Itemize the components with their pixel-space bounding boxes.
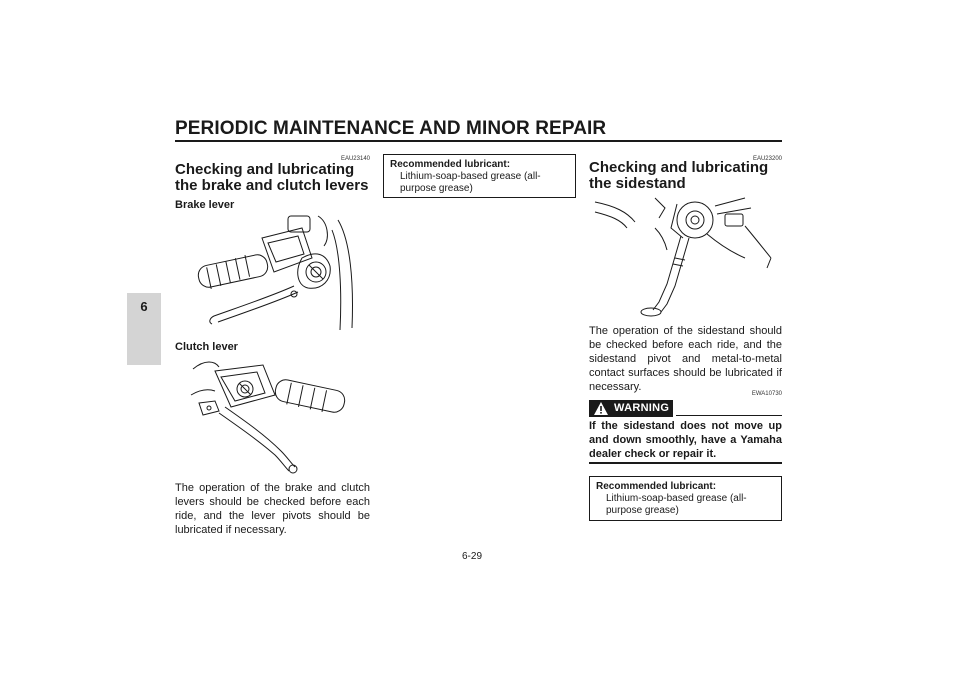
warning-badge <box>589 400 673 417</box>
sidestand-heading: Checking and lubricating the sidestand <box>589 159 769 192</box>
warning-label: WARNING <box>614 402 670 414</box>
levers-paragraph: The operation of the brake and clutch levers should be checked before each ride, and the lever pivots should be lubricated if necessary. <box>175 482 370 536</box>
chapter-tab <box>127 293 161 365</box>
lubricant-text: Lithium-soap-based grease (all-purpose grease) <box>400 171 541 194</box>
clutch-lever-illustration <box>185 355 365 475</box>
sidestand-lubricant-box <box>589 476 782 521</box>
page-number: 6-29 <box>462 551 483 562</box>
chapter-tab-number: 6 <box>140 299 148 314</box>
page-header-title: PERIODIC MAINTENANCE AND MINOR REPAIR <box>175 118 607 139</box>
warning-text: If the sidestand does not move up and down smoothly, have a Yamaha dealer check or repair it. <box>589 420 782 460</box>
sidestand-paragraph: The operation of the sidestand should be checked before each ride, and the sidestand pivot and metal-to-metal contact surfaces should be lubricated if necessary. <box>589 325 782 393</box>
brake-lever-label: Brake lever <box>175 199 235 211</box>
clutch-lever-label: Clutch lever <box>175 341 238 353</box>
sidestand-illustration <box>595 198 775 318</box>
sidestand-lubricant-title: Recommended lubricant: <box>596 481 717 492</box>
header-rule <box>175 140 782 142</box>
brake-lever-illustration <box>190 210 370 335</box>
lubricant-title: Recommended lubricant: <box>390 159 511 170</box>
sidestand-lubricant-text: Lithium-soap-based grease (all-purpose grease) <box>606 493 747 516</box>
sidestand-section-code: EAU23200 <box>752 156 782 162</box>
section-heading: Checking and lubricating the brake and clutch levers <box>175 161 369 194</box>
warning-top-rule <box>676 415 782 416</box>
warning-bottom-rule <box>589 462 782 464</box>
section-code: EAU23140 <box>340 156 370 162</box>
lubricant-box <box>383 154 576 198</box>
warning-code: EWA10730 <box>751 391 782 397</box>
warning-triangle-icon <box>594 402 608 415</box>
